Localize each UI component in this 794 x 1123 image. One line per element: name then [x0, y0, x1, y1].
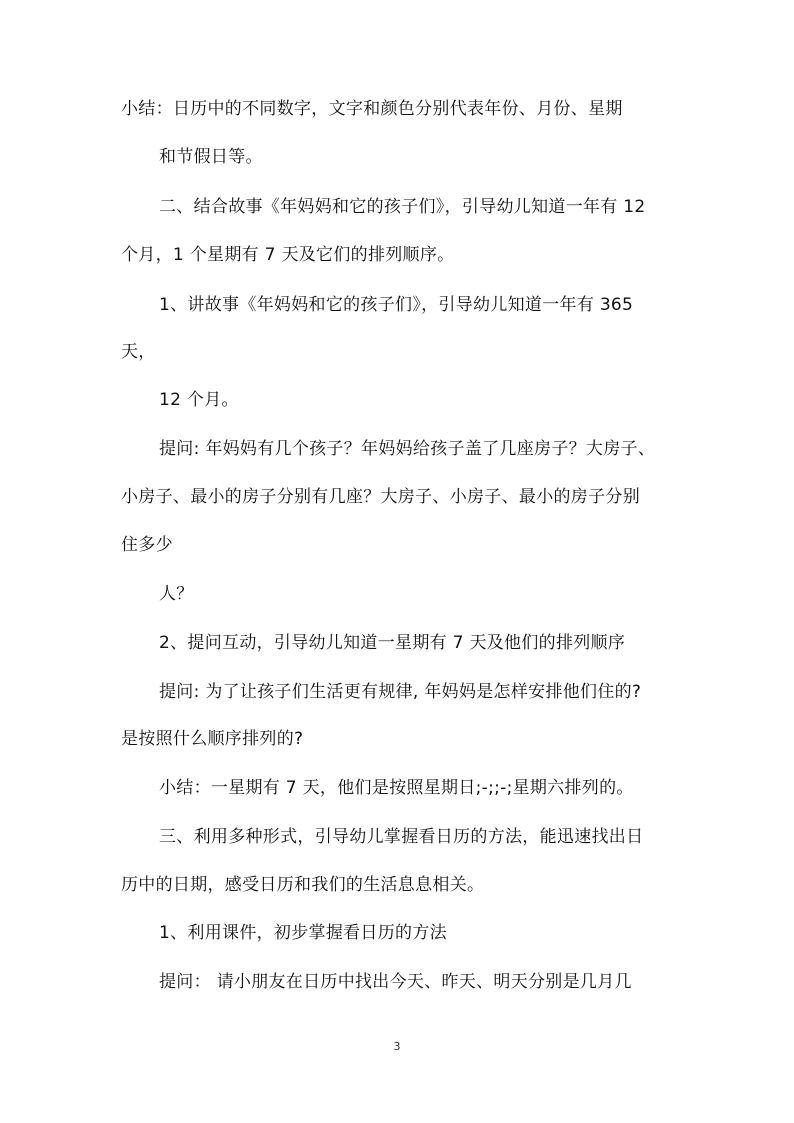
text-line-1: 小结：日历中的不同数字，文字和颜色分别代表年份、月份、星期: [121, 99, 623, 119]
text-line-13: 提问: 为了让孩子们生活更有规律, 年妈妈是怎样安排他们住的?: [159, 682, 642, 702]
text-line-11: 人？: [159, 584, 194, 604]
text-line-9: 小房子、最小的房子分别有几座？大房子、小房子、最小的房子分别: [121, 487, 640, 507]
page-number: 3: [393, 1040, 401, 1053]
text-line-15: 小结：一星期有 7 天，他们是按照星期日;-;;-;星期六排列的。: [159, 778, 634, 798]
text-line-7: 12 个月。: [159, 390, 239, 410]
text-line-4: 个月，1 个星期有 7 天及它们的排列顺序。: [121, 245, 455, 265]
text-line-16: 三、利用多种形式，引导幼儿掌握看日历的方法，能迅速找出日: [159, 827, 644, 847]
text-line-2: 和节假日等。: [159, 147, 263, 167]
text-line-12: 2、提问互动，引导幼儿知道一星期有 7 天及他们的排列顺序: [159, 633, 626, 653]
text-line-8: 提问: 年妈妈有几个孩子？年妈妈给孩子盖了几座房子？大房子、: [159, 439, 656, 459]
text-line-6: 天，: [121, 342, 156, 362]
text-line-3: 二、结合故事《年妈妈和它的孩子们》，引导幼儿知道一年有 12: [159, 197, 646, 217]
text-line-14: 是按照什么顺序排列的?: [121, 729, 304, 749]
text-line-18: 1、利用课件，初步掌握看日历的方法: [159, 923, 447, 943]
text-line-19: 提问： 请小朋友在日历中找出今天、昨天、明天分别是几月几: [159, 972, 632, 992]
text-line-17: 历中的日期，感受日历和我们的生活息息相关。: [121, 875, 485, 895]
text-line-5: 1、讲故事《年妈妈和它的孩子们》，引导幼儿知道一年有 365: [159, 295, 634, 315]
text-line-10: 住多少: [121, 535, 173, 555]
